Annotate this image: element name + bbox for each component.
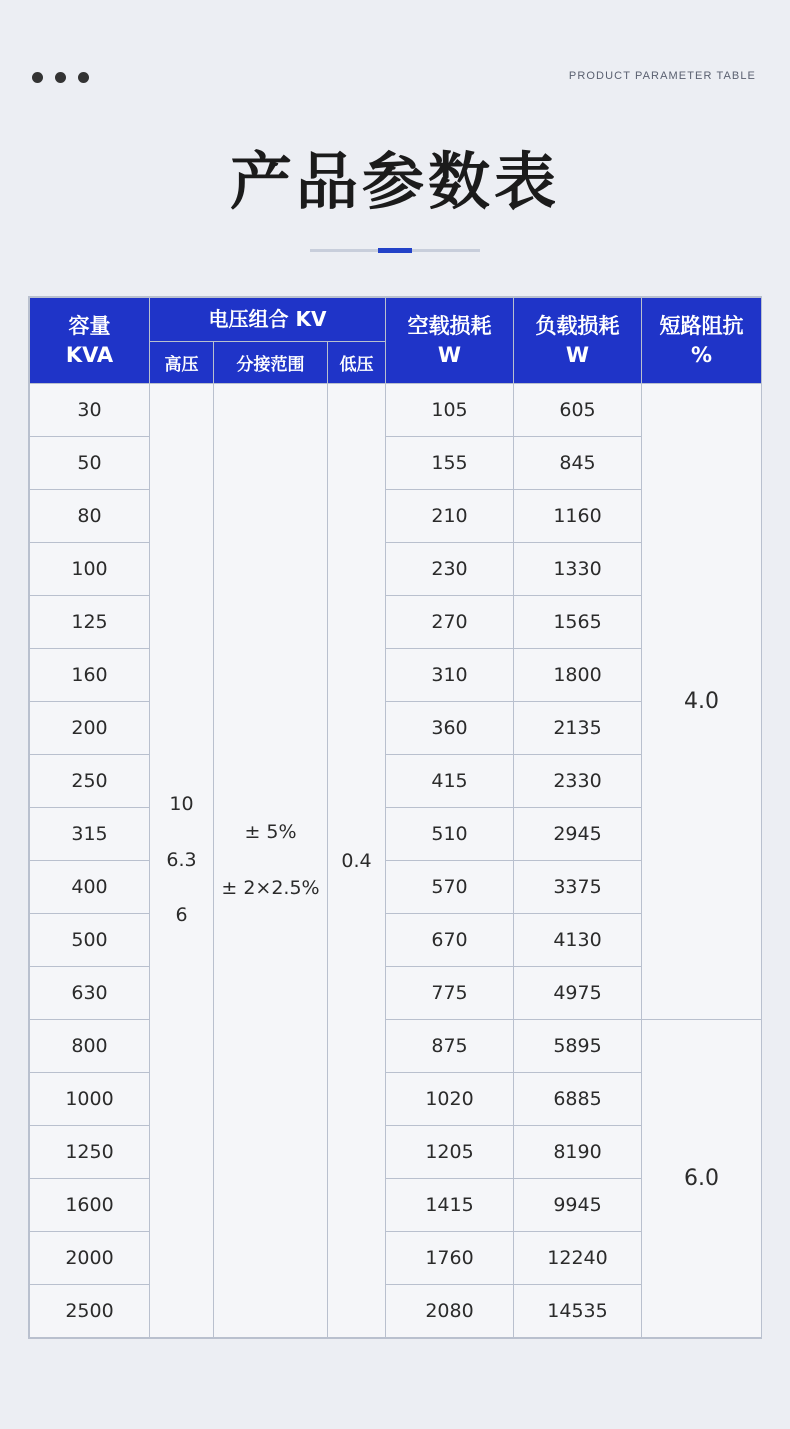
th-load-loss-line2: W [565, 342, 590, 367]
th-no-load-loss-line1: 空载损耗 [407, 314, 492, 339]
cell-load-loss: 845 [514, 437, 642, 490]
cell-capacity: 200 [30, 702, 150, 755]
cell-tap-range [214, 384, 328, 1338]
cell-no-load-loss: 415 [386, 755, 514, 808]
parameter-table-wrap [28, 296, 762, 1339]
cell-load-loss: 6885 [514, 1073, 642, 1126]
cell-no-load-loss: 670 [386, 914, 514, 967]
tap-value: ± 5% [244, 820, 297, 843]
cell-capacity: 630 [30, 967, 150, 1020]
dots-decoration [32, 72, 89, 83]
cell-load-loss: 12240 [514, 1232, 642, 1285]
cell-load-loss: 1160 [514, 490, 642, 543]
cell-no-load-loss: 310 [386, 649, 514, 702]
cell-capacity: 315 [30, 808, 150, 861]
th-no-load-loss-line2: W [437, 342, 462, 367]
hv-value: 10 [169, 792, 194, 815]
cell-hv [150, 384, 214, 1338]
th-load-loss-line1: 负载损耗 [535, 314, 620, 339]
cell-impedance: 4.0 [642, 384, 762, 1020]
cell-load-loss: 1330 [514, 543, 642, 596]
table-body [30, 384, 762, 1338]
page-title: 产品参数表 [229, 145, 560, 218]
th-capacity-line2: KVA [65, 342, 114, 367]
table-row [30, 1020, 762, 1073]
cell-no-load-loss: 105 [386, 384, 514, 437]
cell-no-load-loss: 270 [386, 596, 514, 649]
cell-no-load-loss: 875 [386, 1020, 514, 1073]
cell-no-load-loss: 775 [386, 967, 514, 1020]
cell-capacity: 2500 [30, 1285, 150, 1338]
cell-capacity: 2000 [30, 1232, 150, 1285]
table-header [30, 298, 762, 384]
cell-capacity: 50 [30, 437, 150, 490]
cell-load-loss: 4130 [514, 914, 642, 967]
header-eyebrow: PRODUCT PARAMETER TABLE [568, 70, 756, 82]
cell-no-load-loss: 1415 [386, 1179, 514, 1232]
parameter-table [29, 297, 762, 1338]
cell-impedance: 6.0 [642, 1020, 762, 1338]
th-capacity-line1: 容量 [68, 314, 111, 339]
th-voltage-group: 电压组合 KV [150, 298, 386, 342]
cell-load-loss: 14535 [514, 1285, 642, 1338]
cell-capacity: 125 [30, 596, 150, 649]
dot-icon [32, 72, 43, 83]
cell-no-load-loss: 155 [386, 437, 514, 490]
th-capacity [30, 298, 150, 384]
cell-load-loss: 9945 [514, 1179, 642, 1232]
dot-icon [55, 72, 66, 83]
th-hv: 高压 [150, 342, 214, 384]
page-header [0, 0, 790, 120]
cell-capacity: 1600 [30, 1179, 150, 1232]
th-no-load-loss [386, 298, 514, 384]
th-lv: 低压 [328, 342, 386, 384]
cell-lv: 0.4 [328, 384, 386, 1338]
cell-load-loss: 2135 [514, 702, 642, 755]
cell-capacity: 160 [30, 649, 150, 702]
cell-capacity: 400 [30, 861, 150, 914]
th-impedance-line1: 短路阻抗 [659, 314, 744, 339]
cell-no-load-loss: 360 [386, 702, 514, 755]
cell-no-load-loss: 2080 [386, 1285, 514, 1338]
table-header-row-1 [30, 298, 762, 342]
dot-icon [78, 72, 89, 83]
cell-load-loss: 1800 [514, 649, 642, 702]
cell-load-loss: 605 [514, 384, 642, 437]
cell-no-load-loss: 1760 [386, 1232, 514, 1285]
cell-capacity: 30 [30, 384, 150, 437]
cell-capacity: 1000 [30, 1073, 150, 1126]
th-impedance-line2: % [690, 342, 713, 367]
th-impedance [642, 298, 762, 384]
cell-load-loss: 2330 [514, 755, 642, 808]
cell-capacity: 800 [30, 1020, 150, 1073]
hv-value: 6.3 [166, 848, 197, 871]
cell-load-loss: 2945 [514, 808, 642, 861]
cell-load-loss: 3375 [514, 861, 642, 914]
cell-load-loss: 8190 [514, 1126, 642, 1179]
table-row [30, 384, 762, 437]
tap-value: ± 2×2.5% [221, 876, 320, 899]
cell-capacity: 1250 [30, 1126, 150, 1179]
cell-capacity: 80 [30, 490, 150, 543]
hv-value: 6 [175, 904, 188, 927]
cell-no-load-loss: 210 [386, 490, 514, 543]
cell-load-loss: 5895 [514, 1020, 642, 1073]
cell-load-loss: 1565 [514, 596, 642, 649]
title-divider [310, 249, 480, 252]
cell-capacity: 500 [30, 914, 150, 967]
th-load-loss [514, 298, 642, 384]
th-tap-range: 分接范围 [214, 342, 328, 384]
cell-no-load-loss: 1020 [386, 1073, 514, 1126]
cell-no-load-loss: 230 [386, 543, 514, 596]
cell-capacity: 250 [30, 755, 150, 808]
cell-no-load-loss: 510 [386, 808, 514, 861]
cell-no-load-loss: 570 [386, 861, 514, 914]
cell-load-loss: 4975 [514, 967, 642, 1020]
cell-capacity: 100 [30, 543, 150, 596]
cell-no-load-loss: 1205 [386, 1126, 514, 1179]
